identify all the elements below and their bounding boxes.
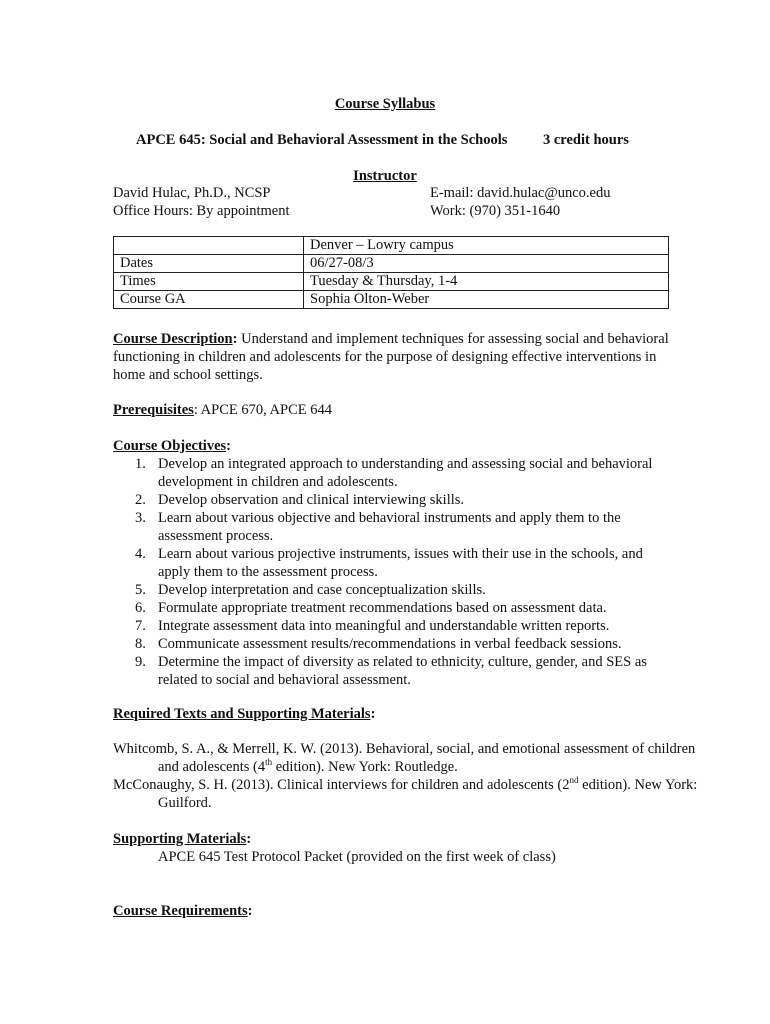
supporting-text: APCE 645 Test Protocol Packet (provided on the first week of class) (158, 849, 556, 865)
course-info-table (113, 236, 669, 309)
required-texts-heading-line: Required Texts and Supporting Materials: (113, 706, 376, 722)
table-cell-dates: 06/27-08/3 (304, 255, 669, 273)
objectives-heading: Course Objectives (113, 438, 227, 454)
list-item: 7. Integrate assessment data into meaningful and understandable written reports. (135, 618, 610, 634)
table-cell-label: Times (114, 273, 304, 291)
list-item: 6. Formulate appropriate treatment recommendations based on assessment data. (135, 600, 607, 616)
credit-hours: 3 credit hours (543, 132, 629, 148)
list-item: 4. Learn about various projective instruments, issues with their use in the schools, and apply them to the assessment process. (135, 546, 643, 580)
instructor-heading: Instructor (353, 168, 417, 184)
table-row (114, 291, 669, 309)
instructor-email: E-mail: david.hulac@unco.edu (430, 185, 611, 201)
prerequisites-text: : APCE 670, APCE 644 (193, 402, 332, 418)
document-title: Course Syllabus (334, 96, 436, 112)
objectives-list (113, 455, 673, 689)
course-description-heading: Course Description (113, 331, 233, 347)
table-cell-label (114, 237, 304, 255)
requirements-heading-line: Course Requirements: (113, 903, 253, 919)
course-description: Course Description: Understand and implement techniques for assessing social and behavioral functioning in children and adolescents for the purpose of designing effective interventions in home and school settings. (113, 331, 669, 383)
table-row (114, 255, 669, 273)
table-row (114, 237, 669, 255)
course-title: APCE 645: Social and Behavioral Assessment in the Schools (136, 132, 508, 148)
instructor-phone: Work: (970) 351-1640 (430, 203, 561, 219)
list-item: 8. Communicate assessment results/recommendations in verbal feedback sessions. (135, 636, 622, 652)
reference-whitcomb: Whitcomb, S. A., & Merrell, K. W. (2013). Behavioral, social, and emotional assessment of children and adolescents (4th edition). New York: Routledge. (113, 741, 696, 775)
requirements-heading: Course Requirements (113, 903, 248, 919)
list-item: 2. Develop observation and clinical interviewing skills. (135, 492, 465, 508)
list-item: 5. Develop interpretation and case conceptualization skills. (135, 582, 486, 598)
table-cell-times: Tuesday & Thursday, 1-4 (304, 273, 669, 291)
prerequisites (113, 401, 673, 419)
table-cell-label: Course GA (114, 291, 304, 309)
course-description-text: Understand and implement techniques for assessing social and behavioral functioning in children and adolescents for the purpose of designing effective interventions in home and school settings. (113, 331, 669, 383)
list-item: 9. Determine the impact of diversity as related to ethnicity, culture, gender, and SES as related to social and behavioral assessment. (135, 654, 647, 688)
objectives-heading-line: Course Objectives: (113, 438, 231, 454)
office-hours: Office Hours: By appointment (113, 203, 290, 219)
required-texts-heading: Required Texts and Supporting Materials (113, 706, 371, 722)
prerequisites-heading: Prerequisites (113, 402, 194, 418)
list-item: 3. Learn about various objective and behavioral instruments and apply them to the assessment process. (135, 510, 621, 544)
reference-mcconaughy: McConaughy, S. H. (2013). Clinical interviews for children and adolescents (2nd edition). New York: Guilford. (113, 775, 698, 811)
supporting-heading: Supporting Materials (113, 831, 247, 847)
table-cell-label: Dates (114, 255, 304, 273)
table-cell-location: Denver – Lowry campus (304, 237, 669, 255)
supporting-heading-line: Supporting Materials: (113, 831, 252, 847)
list-item: 1. Develop an integrated approach to understanding and assessing social and behavioral development in children and adolescents. (135, 456, 653, 490)
table-cell-ga: Sophia Olton-Weber (304, 291, 669, 309)
table-row (114, 273, 669, 291)
instructor-name: David Hulac, Ph.D., NCSP (113, 185, 271, 201)
